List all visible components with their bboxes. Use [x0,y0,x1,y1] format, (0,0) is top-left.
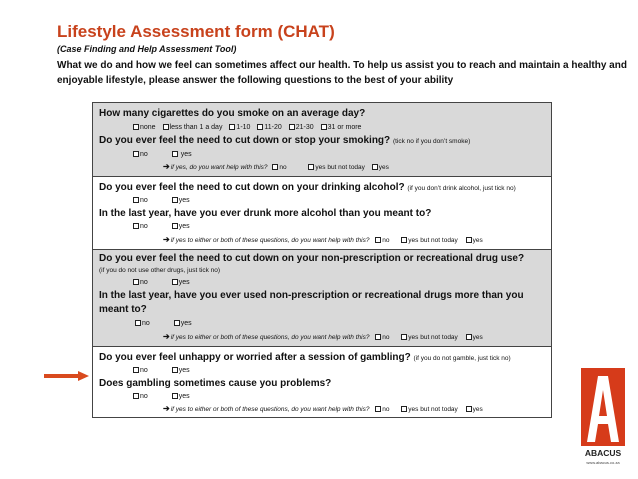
followup-no[interactable] [375,406,389,413]
alcohol-answer-options-2 [133,221,190,233]
checkbox-icon[interactable] [229,124,235,130]
option-label: yes [472,237,483,244]
drugs-answer-options-1 [133,277,190,289]
option-label: yes [178,393,190,400]
smoking-answer-options [133,149,192,161]
option-label: yes [178,223,190,230]
option-no[interactable] [133,151,148,158]
option-no[interactable] [133,393,148,400]
option-label: yes but not today [315,164,365,171]
option-none[interactable] [133,124,156,131]
option-label: no [142,320,150,327]
drugs-question-note: (if you do not use other drugs, just tick no) [99,267,221,274]
option-label: no [140,279,148,286]
drugs-question-1: Do you ever feel the need to cut down on your non-prescription or recreational drug use? [99,253,525,264]
smoking-question-1: How many cigarettes do you smoke on an average day? [99,108,366,119]
checkbox-icon[interactable] [466,237,472,243]
checkbox-icon[interactable] [466,406,472,412]
checkbox-icon[interactable] [133,124,139,130]
option-label: yes [472,334,483,341]
option-label: yes [180,320,192,327]
checkbox-icon[interactable] [172,151,178,157]
option-label: 21-30 [295,124,314,131]
option-11-20[interactable] [257,124,281,131]
checkbox-icon[interactable] [133,279,139,285]
option-label: no [382,237,390,244]
checkbox-icon[interactable] [272,164,278,170]
option-label: no [382,406,390,413]
followup-no[interactable] [272,164,286,171]
option-label: yes [378,164,389,171]
checkbox-icon[interactable] [375,334,381,340]
checkbox-icon[interactable] [133,223,139,229]
option-label: yes but not today [408,406,458,413]
alcohol-answer-options-1 [133,195,190,207]
right-arrow-icon [44,371,89,381]
gambling-section [93,347,551,417]
option-label: yes [178,197,190,204]
option-label: 31 or more [327,124,362,131]
checkbox-icon[interactable] [172,393,178,399]
followup-yes[interactable] [372,164,389,171]
question-note: (if you don’t drink alcohol, just tick no) [407,185,516,192]
option-less-than-1[interactable] [163,124,223,131]
checkbox-icon[interactable] [133,151,139,157]
checkbox-icon[interactable] [174,320,180,326]
followup-yes[interactable] [466,406,483,413]
checkbox-icon[interactable] [308,164,314,170]
logo-name: ABACUS [584,448,622,458]
option-yes[interactable] [172,279,190,286]
smoking-section [93,103,551,177]
alcohol-section [93,177,551,250]
checkbox-icon[interactable] [401,237,407,243]
question-text: Do you ever feel the need to cut down or stop your smoking? [99,135,391,146]
checkbox-icon[interactable] [172,367,178,373]
question-text: Do you ever feel the need to cut down on your drinking alcohol? [99,182,405,193]
abacus-logo [578,368,628,468]
option-yes[interactable] [172,367,190,374]
right-arrow-icon: ➔ [163,332,170,341]
option-label: 11-20 [264,124,282,131]
option-label: no [279,164,287,171]
form-subtitle: (Case Finding and Help Assessment Tool) [57,44,237,54]
alcohol-question-2: In the last year, have you ever drunk more alcohol than you meant to? [99,208,432,219]
followup-question: if yes, do you want help with this? [170,164,268,171]
option-1-10[interactable] [229,124,250,131]
checkbox-icon[interactable] [321,124,327,130]
checkbox-icon[interactable] [289,124,295,130]
right-arrow-icon: ➔ [163,162,170,171]
form-title: Lifestyle Assessment form (CHAT) [57,22,335,41]
option-label: less than 1 a day [169,124,223,131]
drugs-question-2-cont: meant to? [99,304,147,315]
checkbox-icon[interactable] [372,164,378,170]
option-no[interactable] [135,320,150,327]
followup-no[interactable] [375,334,389,341]
checkbox-icon[interactable] [401,406,407,412]
option-label: no [140,393,148,400]
option-yes[interactable] [172,197,190,204]
right-arrow-icon: ➔ [163,235,170,244]
checkbox-icon[interactable] [163,124,169,130]
option-31-or-more[interactable] [321,124,362,131]
drugs-section [93,250,551,347]
checkbox-icon[interactable] [401,334,407,340]
option-no[interactable] [133,367,148,374]
checkbox-icon[interactable] [133,393,139,399]
followup-question: if yes to either or both of these questions, do you want help with this? [170,334,370,341]
option-label: no [140,197,148,204]
checkbox-icon[interactable] [375,406,381,412]
question-note: (tick no if you don’t smoke) [392,138,471,145]
followup-question: if yes to either or both of these questions, do you want help with this? [170,237,370,244]
alcohol-followup [163,234,483,247]
option-label: 1-10 [236,124,251,131]
option-yes[interactable] [172,151,192,158]
checkbox-icon[interactable] [466,334,472,340]
checkbox-icon[interactable] [133,197,139,203]
smoking-question-2 [99,135,470,148]
option-yes[interactable] [172,223,190,230]
gambling-question-1 [99,352,511,365]
checkbox-icon[interactable] [172,223,178,229]
followup-no[interactable] [375,237,389,244]
gambling-answer-options-1 [133,365,190,377]
option-yes[interactable] [172,393,190,400]
followup-yes-not-today[interactable] [401,334,458,341]
gambling-followup [163,403,483,416]
checkbox-icon[interactable] [375,237,381,243]
followup-yes-not-today[interactable] [401,406,458,413]
followup-yes[interactable] [466,237,483,244]
option-label: yes [178,279,190,286]
question-text: Do you ever feel unhappy or worried after a session of gambling? [99,352,411,363]
checkbox-icon[interactable] [172,197,178,203]
gambling-answer-options-2 [133,391,190,403]
followup-yes-not-today[interactable] [308,164,365,171]
checkbox-icon[interactable] [257,124,263,130]
option-label: yes [180,151,192,158]
option-label: yes [178,367,190,374]
option-yes[interactable] [174,320,192,327]
gambling-question-2: Does gambling sometimes cause you problems? [99,378,332,389]
checkbox-icon[interactable] [172,279,178,285]
option-label: yes but not today [408,237,458,244]
option-21-30[interactable] [289,124,314,131]
alcohol-question-1 [99,182,516,195]
drugs-followup [163,331,483,344]
option-label: no [382,334,390,341]
smoking-followup [163,161,389,174]
intro-text: What we do and how we feel can sometimes affect our health. To help us assist you to reach and maintain a healthy and enjoyable lifestyle, please answer the following questions to the best of your ability [57,60,627,86]
followup-yes-not-today[interactable] [401,237,458,244]
followup-yes[interactable] [466,334,483,341]
drugs-answer-options-2 [135,318,192,330]
option-label: yes [472,406,483,413]
option-label: no [140,367,148,374]
drugs-question-2: In the last year, have you ever used non-prescription or recreational drugs more than you [99,290,524,301]
option-label: no [140,151,148,158]
option-no[interactable] [133,223,148,230]
question-note: (if you do not gamble, just tick no) [413,355,511,362]
option-label: yes but not today [408,334,458,341]
option-label: none [140,124,156,131]
followup-question: if yes to either or both of these questions, do you want help with this? [170,406,370,413]
logo-url: www.abacus.co.za [586,460,620,465]
option-no[interactable] [133,279,148,286]
right-arrow-icon: ➔ [163,404,170,413]
assessment-form [92,102,552,418]
cigarette-count-options [133,122,366,134]
checkbox-icon[interactable] [133,367,139,373]
option-no[interactable] [133,197,148,204]
option-label: no [140,223,148,230]
checkbox-icon[interactable] [135,320,141,326]
